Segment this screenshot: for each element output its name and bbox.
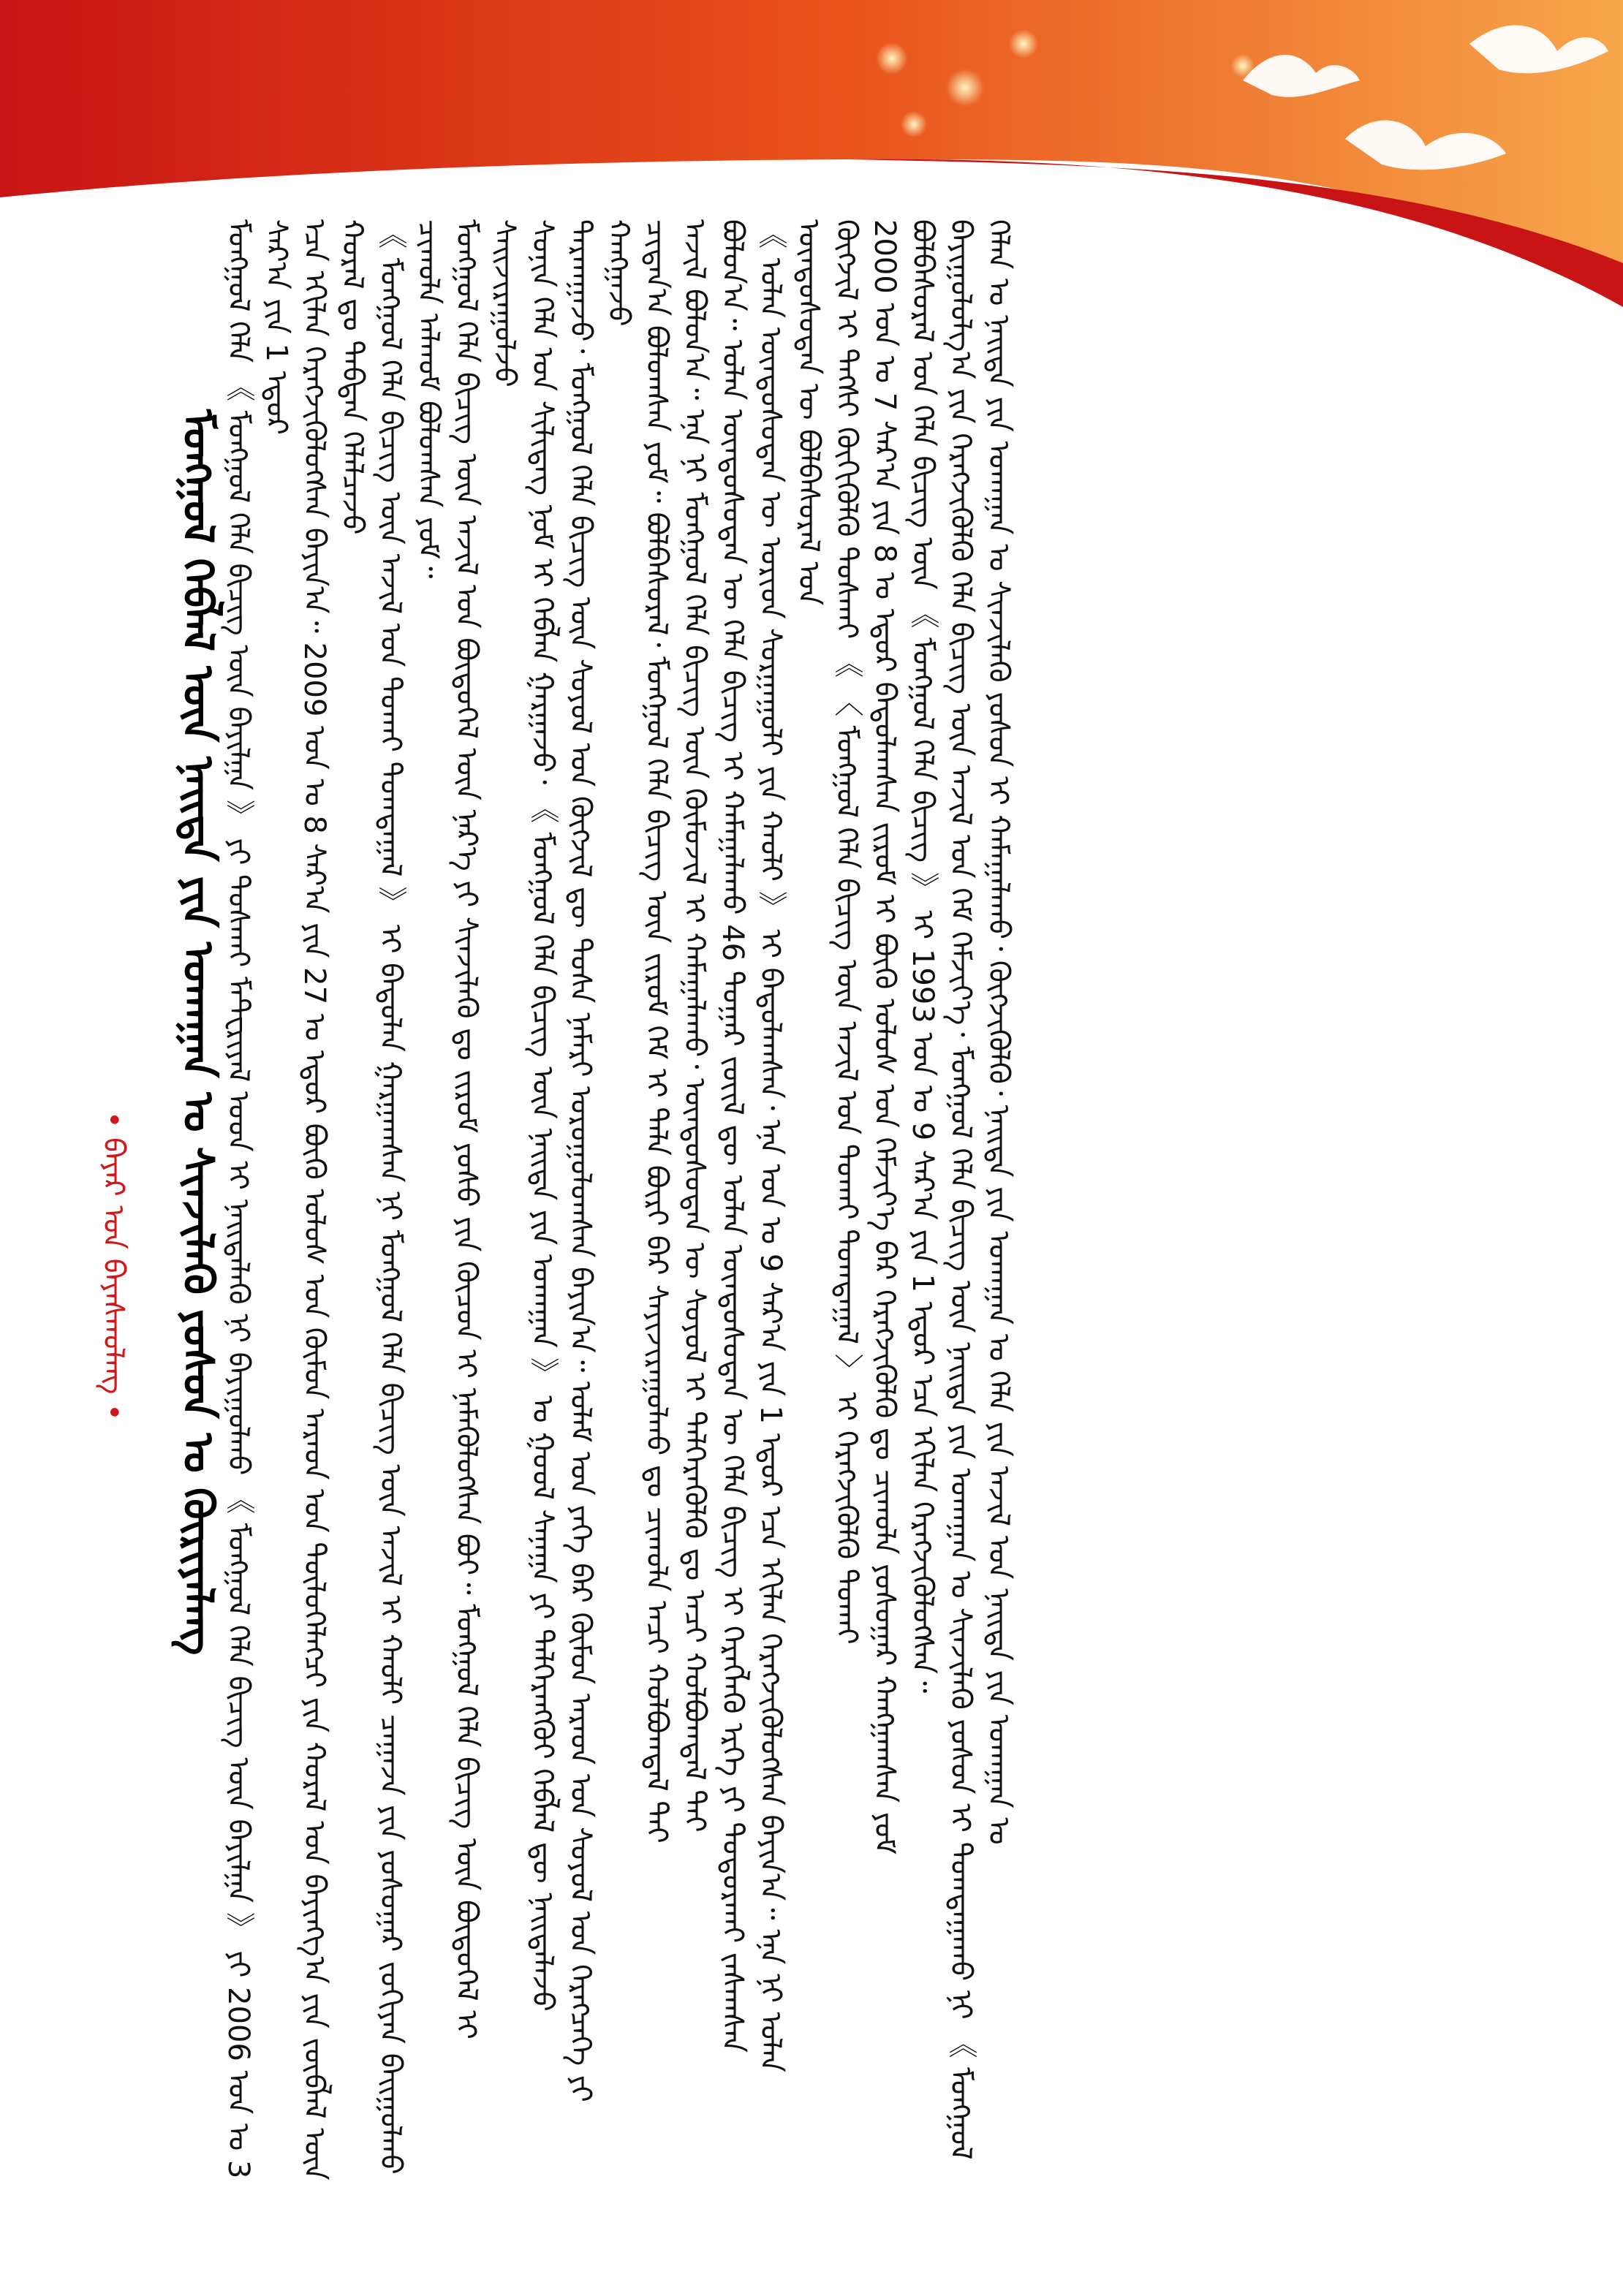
body-column: ᠬᠥᠭᠵᠢᠯ ᠢ ᠲᠡᠭᠰᠢ ᠬᠥᠬᠢᠭᠦᠯᠬᠦ ᠲᠤᠰᠬᠠᠢ 《 〈 ᠮᠣᠩᠭᠣᠯ ᠬᠡᠯᠡ ᠪᠢᠴᠢᠭ ᠦᠨ ᠠᠵᠢᠯ ᠤᠨ ᠲᠤᠬᠠᠢ ᠲᠣᠭᠲᠠᠭᠠᠯ 〉 ᠢ ᠬᠡᠷᠡᠭᠵᠢᠭᠦᠯᠬᠦ ᠲᠤᠬᠠᠢ [830,219,863,1645]
body-column: ᠮᠣᠩᠭᠣᠯ ᠬᠡᠯᠡ ᠪᠢᠴᠢᠭ ᠦᠨ ᠠᠵᠢᠯ ᠤᠨ ᠪᠦᠲᠦᠭᠡᠯ ᠦᠨ ᠨᠡᠷ᠎ᠡ ᠶᠢ ᠰᠢᠨᠵᠢᠯᠡᠬᠦ ᠳᠤ ᠵᠢᠷᠤᠮ ᠶᠣᠰᠣ ᠶᠢᠨ ᠬᠦᠴᠦᠨ ᠢ ᠨᠡᠮᠡᠭᠦᠯᠦᠭᠰᠡᠨ ᠪᠤᠢ᠃ ᠮᠣᠩᠭᠣᠯ ᠬᠡᠯᠡ ᠪᠢᠴᠢᠭ ᠦᠨ ᠪᠦᠲᠦᠭᠡᠯ ᠢ ᠰᠠᠢᠵᠢᠷᠠᠭᠤᠯᠵᠤ [450,219,521,2039]
body-column: ᠪᠠᠶᠢᠭᠤᠯᠤᠯᠭ᠎ᠠ ᠶᠢᠨ ᠬᠡᠷᠡᠭᠵᠢᠭᠦᠯᠬᠦ ᠬᠡᠯᠡ ᠪᠢᠴᠢᠭ ᠦᠨ ᠠᠵᠢᠯ ᠤᠨ ᠬᠡᠮ ᠬᠡᠮᠵᠢᠶ᠎ᠡ᠂ ᠮᠣᠩᠭᠣᠯ ᠬᠡᠯᠡ ᠪᠢᠴᠢᠭ ᠦᠨ ᠨᠡᠢᠲᠡ ᠶᠢᠨ ᠤᠬᠠᠭᠠᠨ ᠤ ᠰᠢᠨᠵᠢᠯᠡᠬᠦ ᠶᠣᠰᠣᠨ ᠢ ᠲᠣᠭᠲᠠᠭᠠᠬᠤ ᠨᠢ 《 ᠮᠣᠩᠭᠣᠯ [944,219,977,2160]
body-column: 2000 ᠣᠨ ᠤ 7 ᠰᠠᠷ᠎ᠠ ᠶᠢᠨ 8 ᠤ ᠡᠳᠦᠷ ᠪᠠᠲᠤᠯᠠᠭᠰᠠᠨ ᠵᠢᠷᠤᠮ ᠢ ᠪᠦᠬᠦ ᠤᠯᠤᠰ ᠤᠨ ᠬᠡᠮᠵᠢᠶ᠎ᠡ ᠪᠡᠷ ᠬᠡᠷᠡᠭᠵᠢᠭᠦᠯᠬᠦ ᠳᠤ ᠴᠢᠬᠤᠯᠠ ᠶᠤᠰᠣᠭᠠᠷ ᠬᠠᠩᠭᠠᠭᠰᠠᠨ ᠶᠤᠮ [868,219,901,1854]
body-column: 《 ᠣᠯᠠᠨ ᠦᠨᠳᠦᠰᠦᠲᠡᠨ ᠦ ᠤᠷᠢᠳ ᠰᠤᠷᠭᠠᠭᠤᠯᠢ ᠶᠢᠨ ᠬᠠᠤᠯᠢ 》 ᠢ ᠪᠠᠲᠤᠯᠠᠭᠰᠠᠨ᠂ ᠡᠨᠡ ᠣᠨ ᠤ 9 ᠰᠠᠷ᠎ᠠ ᠶᠢᠨ 1 ᠡᠳᠦᠷ ᠡᠴᠡ ᠡᠬᠢᠯᠡᠨ ᠬᠡᠷᠡᠭᠵᠢᠭᠦᠯᠦᠭᠰᠡᠨ ᠪᠠᠶᠢᠨ᠎ᠠ᠃ ᠡᠨᠡ ᠨᠢ ᠣᠯᠠᠨ ᠦᠨᠳᠦᠰᠦᠲᠡᠨ ᠦ ᠪᠣᠯᠪᠠᠰᠤᠷᠠᠯ ᠤᠨ [754,219,825,2073]
body-column: ᠴᠢᠳᠠᠨ᠎ᠠ ᠪᠣᠯᠤᠭᠰᠠᠨ ᠶᠤᠮ᠃ ᠪᠣᠯᠪᠠᠰᠤᠷᠠᠯ᠂ ᠮᠣᠩᠭᠣᠯ ᠬᠡᠯᠡ ᠪᠢᠴᠢᠭ ᠦᠨ ᠵᠢᠷᠤᠮ ᠬᠡᠮ ᠢ ᠲᠠᠯᠠ ᠪᠦᠷᠢ ᠪᠡᠷ ᠰᠠᠶᠢᠵᠢᠷᠠᠭᠤᠯᠬᠤ ᠳᠤ ᠴᠢᠬᠤᠯᠠ ᠠᠴᠢ ᠬᠣᠯᠪᠣᠭᠳᠠᠯ ᠲᠠᠢ [640,219,673,1844]
author-line: • ᠪᠠᠶᠠᠷ ᠤᠨ ᠪᠠᠶᠠᠰᠬᠤᠯᠠᠩ • [97,1111,130,1421]
body-column: ᠪᠣᠯᠤᠨ᠎ᠠ᠃ ᠣᠯᠠᠨ ᠦᠨᠳᠦᠰᠦᠲᠡᠨ ᠦ ᠬᠡᠯᠡ ᠪᠢᠴᠢᠭ ᠢ ᠬᠠᠮᠠᠭᠠᠯᠠᠬᠤ 46 ᠳᠤᠭᠠᠷ ᠵᠦᠢᠯ ᠳᠦ ᠣᠯᠠᠨ ᠦᠨᠳᠦᠰᠦᠲᠡᠨ ᠦ ᠬᠡᠯᠡ ᠪᠢᠴᠢᠭ ᠢ ᠬᠡᠷᠡᠭᠯᠡᠬᠦ ᠡᠷᠬᠡ ᠶᠢ ᠲᠣᠳᠣᠷᠬᠠᠢ ᠵᠠᠰᠠᠭᠰᠠᠨ [716,219,749,2053]
body-column: ᠬᠡᠯᠡᠨ ᠤ ᠨᠡᠢᠲᠡ ᠶᠢᠨ ᠤᠬᠠᠭᠠᠨ ᠤ ᠰᠢᠨᠵᠢᠯᠡᠬᠦ ᠶᠣᠰᠣᠨ ᠢ ᠬᠠᠮᠠᠭᠠᠯᠠᠬᠤ᠂ ᠬᠥᠭᠵᠢᠭᠦᠯᠬᠦ᠂ ᠨᠡᠢᠲᠡ ᠶᠢᠨ ᠤᠬᠠᠭᠠᠨ ᠤ ᠬᠡᠯᠡ ᠶᠢᠨ ᠠᠵᠢᠯ ᠤᠨ ᠨᠡᠢᠲᠡ ᠶᠢᠨ ᠤᠬᠠᠭᠠᠨ ᠤ [982,219,1015,1845]
body-column: 《 ᠮᠣᠩᠭᠣᠯ ᠬᠡᠯᠡ ᠪᠢᠴᠢᠭ ᠦᠨ ᠠᠵᠢᠯ ᠤᠨ ᠲᠤᠬᠠᠢ ᠲᠣᠭᠲᠠᠭᠠᠯ 》 ᠢ ᠪᠠᠲᠤᠯᠠᠨ ᠭᠠᠷᠭᠠᠭᠰᠠᠨ ᠨᠢ ᠮᠣᠩᠭᠣᠯ ᠬᠡᠯᠡ ᠪᠢᠴᠢᠭ ᠦᠨ ᠠᠵᠢᠯ ᠢ ᠬᠠᠤᠯᠢ ᠴᠠᠭᠠᠵᠠ ᠶᠢᠨ ᠶᠣᠰᠣᠭᠠᠷ ᠵᠣᠬᠢᠶᠠᠨ ᠪᠠᠢᠭᠤᠯᠬᠤ [374,219,407,2175]
article-body [219,219,1448,2193]
body-column: ᠡᠴᠡ ᠡᠬᠢᠯᠡᠨ ᠬᠡᠷᠡᠭᠵᠢᠭᠦᠯᠦᠭᠰᠡᠨ ᠪᠠᠶᠢᠨ᠎ᠠ᠃ 2009 ᠣᠨ ᠤ 8 ᠰᠠᠷ᠎ᠠ ᠶᠢᠨ 27 ᠤ ᠡᠳᠦᠷ ᠪᠦᠬᠦ ᠤᠯᠤᠰ ᠤᠨ ᠬᠦᠮᠦᠨ ᠠᠷᠠᠳ ᠤᠨ ᠲᠥᠯᠦᠭᠡᠯᠡᠭᠴᠢ ᠶᠢᠨ ᠬᠤᠷᠠᠯ ᠤᠨ ᠪᠠᠶᠢᠩᠭ᠎ᠠ ᠶᠢᠨ ᠵᠥᠪᠯᠡᠯ ᠦᠨ ᠬᠤᠷᠠᠯ ᠳᠤ ᠳᠠᠪᠲᠠᠨ ᠬᠡᠯᠡᠯᠴᠡᠵᠦ [298,219,369,2181]
page-title: ᠮᠣᠩᠭᠣᠯ ᠬᠡᠪᠯᠡᠯ ᠦᠨ ᠨᠡᠢᠲᠡ ᠶᠢᠨ ᠤᠬᠠᠭᠠᠨ ᠤ ᠰᠢᠨᠵᠢᠯᠡᠬᠦ ᠶᠣᠰᠣᠨ ᠤ ᠬᠦᠷᠢᠶᠡᠯᠡᠩ [173,409,223,1656]
body-column: ᠲᠠᠷᠬᠠᠭᠠᠵᠤ᠂ ᠮᠣᠩᠭᠣᠯ ᠬᠡᠯᠡ ᠪᠢᠴᠢᠭ ᠦᠨ ᠰᠣᠶᠣᠯ ᠤᠨ ᠬᠥᠭᠵᠢᠯ ᠳᠦ ᠲᠤᠰᠠ ᠨᠡᠮᠡᠷᠢ ᠣᠷᠣᠭᠤᠯᠤᠭᠰᠠᠨ ᠪᠠᠶᠢᠨ᠎ᠠ᠃ ᠤᠯᠠᠮ ᠤᠨ ᠶᠡᠬᠡ ᠪᠠᠷ ᠬᠦᠮᠦᠨ ᠠᠷᠠᠳ ᠤᠨ ᠰᠣᠶᠣᠯ ᠤᠨ ᠬᠡᠷᠡᠭᠴᠡᠭᠡ ᠶᠢ ᠬᠠᠩᠭᠠᠵᠤ [564,219,635,2102]
body-column: ᠠᠵᠢᠯ ᠪᠣᠯᠤᠨ᠎ᠠ᠃ ᠡᠨᠡ ᠨᠢ ᠮᠣᠩᠭᠣᠯ ᠬᠡᠯᠡ ᠪᠢᠴᠢᠭ ᠦᠨ ᠬᠦᠮᠦᠵᠢᠯ ᠢ ᠬᠠᠮᠠᠭᠠᠯᠠᠬᠤ᠂ ᠦᠨᠳᠦᠰᠦᠲᠡᠨ ᠦ ᠰᠣᠶᠣᠯ ᠢ ᠳᠡᠯᠭᠡᠷᠡᠭᠦᠯᠬᠦ ᠳᠤ ᠠᠴᠢ ᠬᠣᠯᠪᠣᠭᠳᠠᠯ ᠲᠠᠢ [678,219,711,1833]
body-column: ᠪᠣᠯᠪᠠᠰᠤᠷᠠᠯ ᠤᠨ ᠬᠡᠯᠡ ᠪᠢᠴᠢᠭ ᠦᠨ 《 ᠮᠣᠩᠭᠣᠯ ᠬᠡᠯᠡ ᠪᠢᠴᠢᠭ 》 ᠢ 1993 ᠣᠨ ᠤ 9 ᠰᠠᠷ᠎ᠠ ᠶᠢᠨ 1 ᠡᠳᠦᠷ ᠡᠴᠡ ᠡᠬᠢᠯᠡᠨ ᠬᠡᠷᠡᠭᠵᠢᠭᠦᠯᠦᠭᠰᠡᠨ᠃ [906,219,939,1694]
body-column: ᠰᠣᠨᠢᠨ ᠬᠡᠯᠡ ᠤᠨ ᠰᠢᠯᠢᠳᠡᠭ ᠨᠣᠮ ᠢ ᠬᠡᠪᠯᠡᠨ ᠭᠠᠷᠭᠠᠵᠤ᠂ 《 ᠮᠣᠩᠭᠣᠯ ᠬᠡᠯᠡ ᠪᠢᠴᠢᠭ ᠦᠨ ᠨᠡᠢᠲᠡ ᠶᠢᠨ ᠤᠬᠠᠭᠠᠨ 》 ᠤ ᠭᠣᠤᠯ ᠰᠠᠨᠠᠭᠠ ᠶᠢ ᠳᠡᠯᠭᠡᠷᠡᠩᠭᠦᠢ ᠬᠡᠪᠯᠡᠯ ᠳᠦ ᠨᠡᠢᠲᠡᠯᠡᠵᠦ [526,219,559,2012]
body-column: ᠴᠢᠬᠤᠯᠠ ᠠᠯᠬᠤᠮ ᠪᠣᠯᠤᠭᠰᠠᠨ ᠶᠤᠮ᠃ [412,219,445,579]
body-column: ᠮᠣᠩᠭᠣᠯ ᠬᠡᠯᠡ 《 ᠮᠣᠩᠭᠣᠯ ᠬᠡᠯᠡ ᠪᠢᠴᠢᠭ ᠦᠨ ᠪᠠᠶᠢᠯᠭᠠ 》 ᠶᠢ ᠲᠤᠰᠬᠠᠢ ᠮᠠᠲ᠋ᠧᠷᠢᠶᠠᠯ ᠤᠳ ᠢ ᠨᠡᠢᠲᠡᠯᠡᠬᠦ ᠨᠢ ᠪᠠᠶᠢᠭᠤᠯᠬᠤ 《 ᠮᠣᠩᠭᠣᠯ ᠬᠡᠯᠡ ᠪᠢᠴᠢᠭ ᠦᠨ ᠪᠠᠶᠢᠯᠭᠠ 》 ᠶᠢ 2006 ᠣᠨ ᠤ 3 ᠰᠠᠷ᠎ᠠ ᠶᠢᠨ 1 ᠡᠳᠦᠷ [222,219,293,2179]
